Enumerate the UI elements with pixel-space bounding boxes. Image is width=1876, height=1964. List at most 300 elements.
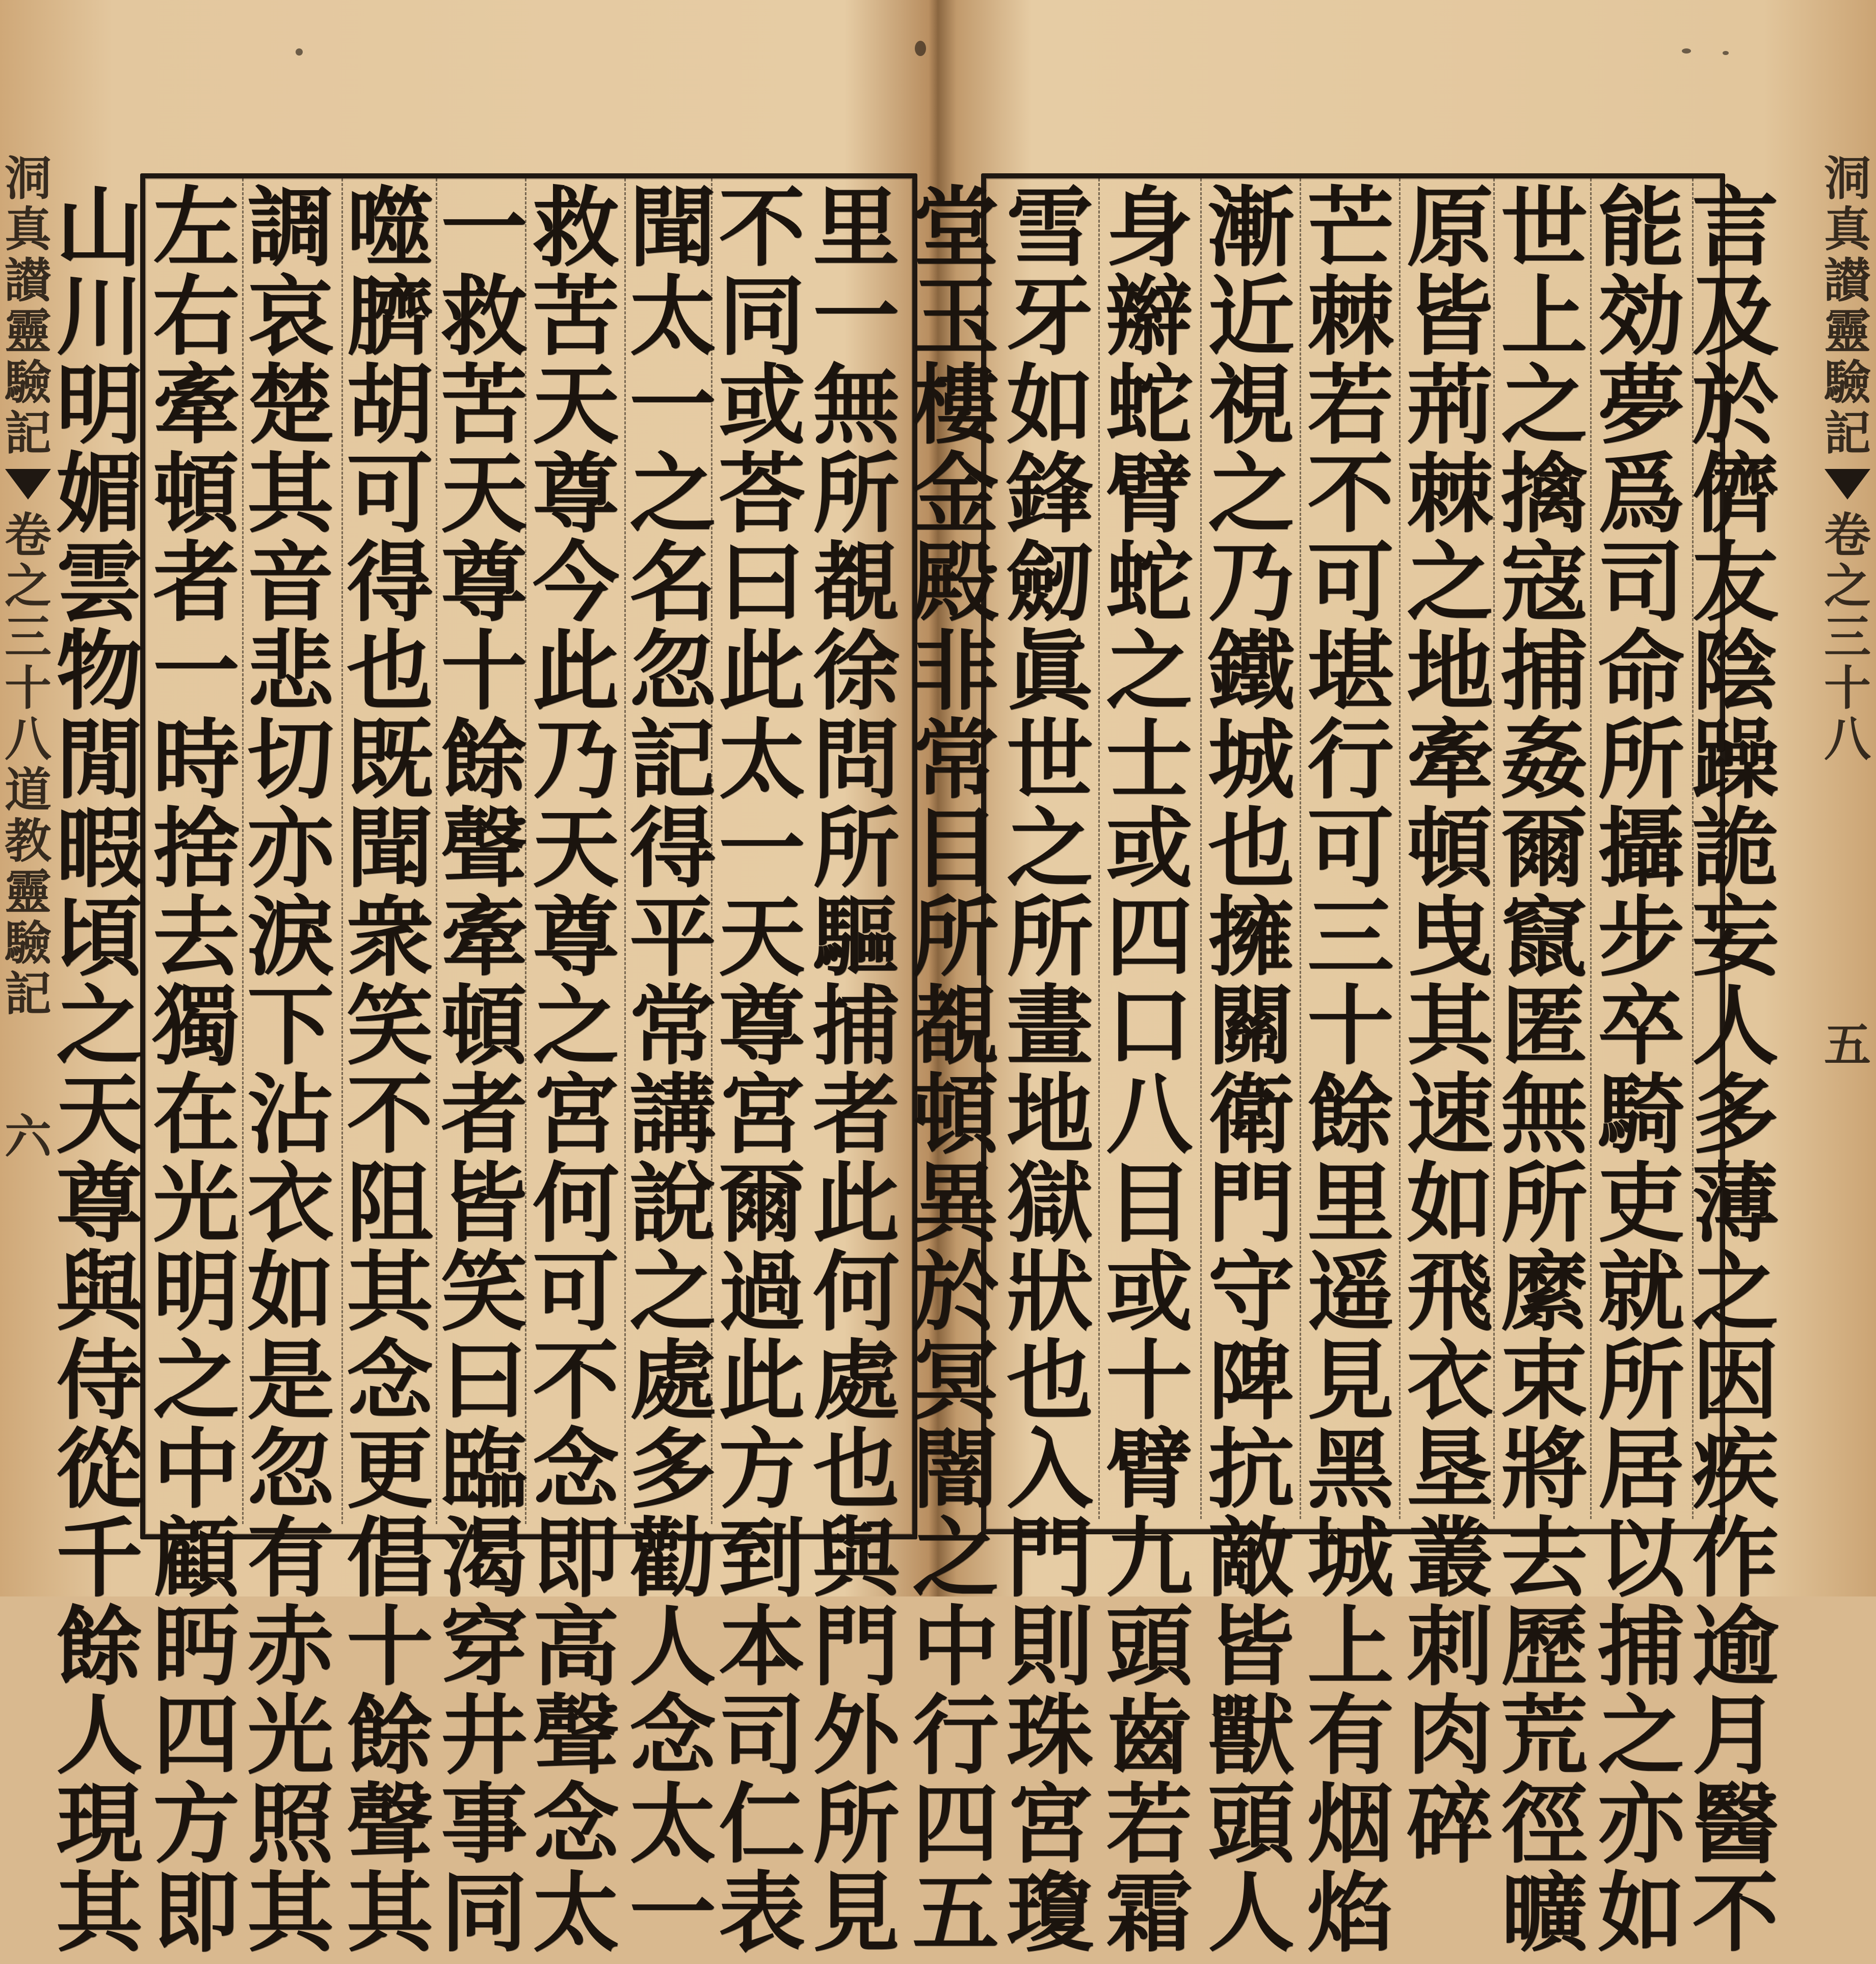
glyph: 尊 xyxy=(56,1153,143,1254)
margin-glyph: 靈 xyxy=(4,304,51,359)
glyph: 外 xyxy=(812,1685,900,1787)
glyph: 霜 xyxy=(1105,1862,1193,1964)
glyph: 以 xyxy=(1597,1507,1684,1609)
glyph: 入 xyxy=(1006,1419,1093,1521)
glyph: 曰 xyxy=(718,532,805,634)
margin-glyph: 洞 xyxy=(1824,151,1871,206)
glyph: 門 xyxy=(1006,1507,1093,1609)
glyph: 侍 xyxy=(56,1330,143,1432)
glyph: 餘 xyxy=(440,709,527,811)
glyph: 或 xyxy=(1105,798,1193,900)
glyph: 是 xyxy=(247,1330,334,1432)
glyph: 聲 xyxy=(346,1773,433,1875)
glyph: 臍 xyxy=(346,266,433,368)
glyph: 宮 xyxy=(532,1064,619,1166)
glyph: 攝 xyxy=(1597,798,1684,900)
glyph: 現 xyxy=(56,1773,143,1875)
glyph: 或 xyxy=(718,354,805,456)
glyph: 餘 xyxy=(1307,1064,1394,1166)
glyph: 之 xyxy=(1500,354,1588,456)
glyph: 地 xyxy=(1406,620,1493,722)
glyph: 之 xyxy=(1105,620,1193,722)
glyph: 及 xyxy=(1692,266,1779,368)
glyph: 門 xyxy=(812,1596,900,1698)
glyph: 人 xyxy=(629,1596,716,1698)
glyph: 一 xyxy=(812,266,900,368)
glyph: 命 xyxy=(1597,620,1684,722)
glyph: 中 xyxy=(912,1596,999,1698)
left-column-3 xyxy=(627,177,719,1964)
glyph: 一 xyxy=(152,620,240,722)
left-margin-title xyxy=(5,153,51,459)
right-page xyxy=(912,0,1876,1964)
glyph: 所 xyxy=(812,1773,900,1875)
glyph: 守 xyxy=(1207,1241,1294,1343)
glyph: 太 xyxy=(718,709,805,811)
glyph: 爾 xyxy=(718,1153,805,1254)
glyph: 千 xyxy=(56,1507,143,1609)
glyph: 常 xyxy=(629,975,716,1077)
glyph: 更 xyxy=(346,1419,433,1521)
glyph: 言 xyxy=(1692,177,1779,279)
glyph: 陴 xyxy=(1207,1330,1294,1432)
glyph: 焰 xyxy=(1307,1862,1394,1964)
glyph: 眞 xyxy=(1006,620,1093,722)
glyph: 身 xyxy=(1105,177,1193,279)
glyph: 堪 xyxy=(1307,620,1394,722)
glyph: 不 xyxy=(346,1064,433,1166)
glyph: 右 xyxy=(152,266,240,368)
margin-glyph: 記 xyxy=(4,966,51,1022)
glyph: 荒 xyxy=(1500,1685,1588,1787)
glyph: 曰 xyxy=(440,1330,527,1432)
glyph: 方 xyxy=(718,1419,805,1521)
glyph: 衣 xyxy=(1406,1330,1493,1432)
glyph: 狀 xyxy=(1006,1241,1093,1343)
glyph: 薄 xyxy=(1692,1153,1779,1254)
glyph: 鐵 xyxy=(1207,620,1294,722)
glyph: 之 xyxy=(1006,798,1093,900)
glyph: 人 xyxy=(1207,1862,1294,1964)
glyph: 効 xyxy=(1597,266,1684,368)
left-fishtail-mark xyxy=(5,469,51,500)
glyph: 四 xyxy=(1105,886,1193,988)
left-margin-page-number xyxy=(5,1111,51,1162)
glyph: 司 xyxy=(1597,532,1684,634)
glyph: 四 xyxy=(912,1773,999,1875)
glyph: 苦 xyxy=(440,354,527,456)
glyph: 飛 xyxy=(1406,1241,1493,1343)
glyph: 若 xyxy=(1307,354,1394,456)
glyph: 頃 xyxy=(56,886,143,988)
glyph: 烟 xyxy=(1307,1773,1394,1875)
glyph: 金 xyxy=(912,443,999,545)
glyph: 荊 xyxy=(1406,354,1493,456)
glyph: 如 xyxy=(1597,1862,1684,1964)
glyph: 與 xyxy=(812,1507,900,1609)
glyph: 一 xyxy=(718,798,805,900)
glyph: 光 xyxy=(152,1153,240,1254)
glyph: 見 xyxy=(812,1862,900,1964)
right-column-9 xyxy=(907,177,1004,1964)
glyph: 闇 xyxy=(912,1419,999,1521)
glyph: 捕 xyxy=(1500,620,1588,722)
glyph: 衛 xyxy=(1207,1064,1294,1166)
glyph: 乃 xyxy=(1207,532,1294,634)
glyph: 竄 xyxy=(1500,886,1588,988)
glyph: 堂 xyxy=(912,177,999,279)
glyph: 一 xyxy=(440,177,527,279)
glyph: 冥 xyxy=(912,1330,999,1432)
margin-glyph: 靈 xyxy=(4,865,51,920)
glyph: 念 xyxy=(629,1685,716,1787)
glyph: 名 xyxy=(629,532,716,634)
glyph: 所 xyxy=(1006,886,1093,988)
glyph: 平 xyxy=(629,886,716,988)
glyph: 妄 xyxy=(1692,886,1779,988)
glyph: 畫 xyxy=(1006,975,1093,1077)
glyph: 忽 xyxy=(629,620,716,722)
margin-glyph: 之 xyxy=(4,559,51,614)
glyph: 者 xyxy=(152,532,240,634)
glyph: 忽 xyxy=(247,1419,334,1521)
glyph: 可 xyxy=(346,443,433,545)
glyph: 笑 xyxy=(346,975,433,1077)
glyph: 宮 xyxy=(1006,1773,1093,1875)
glyph: 不 xyxy=(718,177,805,279)
glyph: 如 xyxy=(1406,1153,1493,1254)
glyph: 天 xyxy=(440,443,527,545)
left-margin-strip xyxy=(3,153,54,1529)
glyph: 記 xyxy=(629,709,716,811)
glyph: 在 xyxy=(152,1064,240,1166)
right-column-3 xyxy=(1496,177,1593,1964)
glyph: 其 xyxy=(247,443,334,545)
glyph: 所 xyxy=(912,886,999,988)
glyph: 爲 xyxy=(1597,443,1684,545)
glyph: 或 xyxy=(1105,1241,1193,1343)
glyph: 噬 xyxy=(346,177,433,279)
glyph: 城 xyxy=(1207,709,1294,811)
glyph: 獄 xyxy=(1006,1153,1093,1254)
glyph: 顧 xyxy=(152,1507,240,1609)
glyph: 此 xyxy=(718,1330,805,1432)
glyph: 天 xyxy=(718,886,805,988)
glyph: 音 xyxy=(247,532,334,634)
glyph: 山 xyxy=(56,177,143,279)
glyph: 抗 xyxy=(1207,1419,1294,1521)
glyph: 十 xyxy=(1307,975,1394,1077)
glyph: 原 xyxy=(1406,177,1493,279)
glyph: 念 xyxy=(532,1773,619,1875)
glyph: 何 xyxy=(812,1241,900,1343)
glyph: 也 xyxy=(1006,1330,1093,1432)
glyph: 碎 xyxy=(1406,1773,1493,1875)
glyph: 棘 xyxy=(1307,266,1394,368)
margin-glyph: 之 xyxy=(1824,559,1871,614)
glyph: 高 xyxy=(532,1596,619,1698)
glyph: 頓 xyxy=(440,975,527,1077)
glyph: 之 xyxy=(1207,443,1294,545)
glyph: 所 xyxy=(1500,1153,1588,1254)
margin-glyph: 三 xyxy=(1824,610,1871,665)
glyph: 與 xyxy=(56,1241,143,1343)
right-column-4 xyxy=(1402,177,1498,1875)
glyph: 儕 xyxy=(1692,443,1779,545)
glyph: 擒 xyxy=(1500,443,1588,545)
glyph: 井 xyxy=(440,1685,527,1787)
glyph: 處 xyxy=(812,1330,900,1432)
glyph: 皆 xyxy=(1207,1596,1294,1698)
glyph: 衣 xyxy=(247,1153,334,1254)
glyph: 衆 xyxy=(346,886,433,988)
glyph: 哀 xyxy=(247,266,334,368)
glyph: 之 xyxy=(152,1330,240,1432)
glyph: 之 xyxy=(56,975,143,1077)
glyph: 光 xyxy=(247,1685,334,1787)
glyph: 八 xyxy=(1105,1064,1193,1166)
glyph: 川 xyxy=(56,266,143,368)
glyph: 里 xyxy=(812,177,900,279)
glyph: 刺 xyxy=(1406,1596,1493,1698)
glyph: 躁 xyxy=(1692,709,1779,811)
glyph: 劒 xyxy=(1006,532,1093,634)
glyph: 士 xyxy=(1105,709,1193,811)
glyph: 尊 xyxy=(532,886,619,988)
glyph: 尊 xyxy=(718,975,805,1077)
glyph: 非 xyxy=(912,620,999,722)
glyph: 覩 xyxy=(812,532,900,634)
glyph: 芒 xyxy=(1307,177,1394,279)
glyph: 地 xyxy=(1006,1064,1093,1166)
glyph: 徑 xyxy=(1500,1773,1588,1875)
left-column-2 xyxy=(716,177,808,1964)
glyph: 視 xyxy=(1207,354,1294,456)
right-margin-strip xyxy=(1822,153,1873,1529)
glyph: 之 xyxy=(1692,1241,1779,1343)
glyph: 黑 xyxy=(1307,1419,1394,1521)
glyph: 月 xyxy=(1692,1685,1779,1787)
glyph: 淚 xyxy=(247,886,334,988)
glyph: 同 xyxy=(718,266,805,368)
glyph: 漸 xyxy=(1207,177,1294,279)
glyph: 苦 xyxy=(532,266,619,368)
glyph: 笑 xyxy=(440,1241,527,1343)
glyph: 表 xyxy=(718,1862,805,1964)
left-column-7 xyxy=(245,177,336,1964)
glyph: 牽 xyxy=(152,354,240,456)
glyph: 明 xyxy=(152,1241,240,1343)
glyph: 城 xyxy=(1307,1507,1394,1609)
glyph: 天 xyxy=(532,354,619,456)
glyph: 無 xyxy=(1500,1064,1588,1166)
glyph: 可 xyxy=(1307,798,1394,900)
glyph: 明 xyxy=(56,354,143,456)
margin-glyph: 十 xyxy=(4,661,51,716)
margin-glyph: 真 xyxy=(1824,202,1871,257)
glyph: 匿 xyxy=(1500,975,1588,1077)
glyph: 媚 xyxy=(56,443,143,545)
glyph: 居 xyxy=(1597,1419,1684,1521)
glyph: 世 xyxy=(1500,177,1588,279)
glyph: 此 xyxy=(532,620,619,722)
glyph: 得 xyxy=(346,532,433,634)
glyph: 之 xyxy=(532,975,619,1077)
glyph: 陰 xyxy=(1692,620,1779,722)
glyph: 口 xyxy=(1105,975,1193,1077)
glyph: 也 xyxy=(812,1419,900,1521)
glyph: 作 xyxy=(1692,1507,1779,1609)
glyph: 將 xyxy=(1500,1419,1588,1521)
right-column-7 xyxy=(1101,177,1198,1964)
glyph: 閒 xyxy=(56,709,143,811)
glyph: 歷 xyxy=(1500,1596,1588,1698)
glyph: 渴 xyxy=(440,1507,527,1609)
glyph: 倡 xyxy=(346,1507,433,1609)
glyph: 救 xyxy=(532,177,619,279)
glyph: 雪 xyxy=(1006,177,1093,279)
glyph: 有 xyxy=(1307,1685,1394,1787)
glyph: 人 xyxy=(1692,975,1779,1077)
glyph: 司 xyxy=(718,1685,805,1787)
glyph: 講 xyxy=(629,1064,716,1166)
glyph: 之 xyxy=(629,443,716,545)
glyph: 縻 xyxy=(1500,1241,1588,1343)
glyph: 其 xyxy=(1406,975,1493,1077)
glyph: 乃 xyxy=(532,709,619,811)
glyph: 五 xyxy=(912,1862,999,1964)
glyph: 調 xyxy=(247,177,334,279)
glyph: 左 xyxy=(152,177,240,279)
glyph: 臂 xyxy=(1105,1419,1193,1521)
glyph: 救 xyxy=(440,266,527,368)
glyph: 赤 xyxy=(247,1596,334,1698)
glyph: 行 xyxy=(912,1685,999,1787)
glyph: 天 xyxy=(56,1064,143,1166)
glyph: 覩 xyxy=(912,975,999,1077)
glyph: 念 xyxy=(346,1330,433,1432)
glyph: 不 xyxy=(532,1330,619,1432)
glyph: 者 xyxy=(440,1064,527,1166)
glyph: 去 xyxy=(152,886,240,988)
glyph: 多 xyxy=(1692,1064,1779,1166)
glyph: 聞 xyxy=(629,177,716,279)
glyph: 悲 xyxy=(247,620,334,722)
glyph: 尊 xyxy=(440,532,527,634)
glyph: 無 xyxy=(812,354,900,456)
margin-glyph: 讃 xyxy=(1824,253,1871,308)
glyph: 一 xyxy=(629,354,716,456)
glyph: 頓 xyxy=(912,1064,999,1166)
glyph: 聞 xyxy=(346,798,433,900)
glyph: 牽 xyxy=(1406,709,1493,811)
glyph: 卒 xyxy=(1597,975,1684,1077)
margin-glyph: 六 xyxy=(4,1109,51,1164)
glyph: 擁 xyxy=(1207,886,1294,988)
glyph: 因 xyxy=(1692,1330,1779,1432)
glyph: 頭 xyxy=(1105,1596,1193,1698)
glyph: 行 xyxy=(1307,709,1394,811)
glyph: 寇 xyxy=(1500,532,1588,634)
glyph: 珠 xyxy=(1006,1685,1093,1787)
glyph: 上 xyxy=(1307,1596,1394,1698)
glyph: 亦 xyxy=(247,798,334,900)
glyph: 時 xyxy=(152,709,240,811)
glyph: 不 xyxy=(1307,443,1394,545)
glyph: 其 xyxy=(247,1862,334,1964)
margin-glyph: 靈 xyxy=(1824,304,1871,359)
glyph: 之 xyxy=(912,1507,999,1609)
margin-glyph: 驗 xyxy=(4,915,51,971)
glyph: 騎 xyxy=(1597,1064,1684,1166)
glyph: 也 xyxy=(1207,798,1294,900)
right-column-6 xyxy=(1203,177,1300,1964)
glyph: 此 xyxy=(812,1153,900,1254)
glyph: 步 xyxy=(1597,886,1684,988)
glyph: 世 xyxy=(1006,709,1093,811)
glyph: 人 xyxy=(56,1685,143,1787)
glyph: 常 xyxy=(912,709,999,811)
glyph: 逾 xyxy=(1692,1596,1779,1698)
glyph: 蛇 xyxy=(1105,354,1193,456)
glyph: 見 xyxy=(1307,1330,1394,1432)
glyph: 蛇 xyxy=(1105,532,1193,634)
glyph: 太 xyxy=(629,266,716,368)
glyph: 之 xyxy=(1406,532,1493,634)
glyph: 捨 xyxy=(152,798,240,900)
glyph: 聲 xyxy=(532,1685,619,1787)
glyph: 驅 xyxy=(812,886,900,988)
glyph: 聲 xyxy=(440,798,527,900)
glyph: 此 xyxy=(718,620,805,722)
glyph: 得 xyxy=(629,798,716,900)
margin-glyph: 八 xyxy=(4,712,51,767)
glyph: 問 xyxy=(812,709,900,811)
glyph: 本 xyxy=(718,1596,805,1698)
glyph: 異 xyxy=(912,1153,999,1254)
glyph: 照 xyxy=(247,1773,334,1875)
glyph: 關 xyxy=(1207,975,1294,1077)
left-column-4 xyxy=(530,177,622,1964)
glyph: 鋒 xyxy=(1006,443,1093,545)
glyph: 徐 xyxy=(812,620,900,722)
glyph: 三 xyxy=(1307,886,1394,988)
glyph: 目 xyxy=(912,798,999,900)
glyph: 上 xyxy=(1500,266,1588,368)
glyph: 九 xyxy=(1105,1507,1193,1609)
glyph: 獨 xyxy=(152,975,240,1077)
margin-glyph: 教 xyxy=(4,814,51,869)
glyph: 餘 xyxy=(346,1685,433,1787)
glyph: 爾 xyxy=(1500,798,1588,900)
glyph: 沾 xyxy=(247,1064,334,1166)
glyph: 友 xyxy=(1692,532,1779,634)
glyph: 方 xyxy=(152,1773,240,1875)
glyph: 捕 xyxy=(1597,1596,1684,1698)
glyph: 目 xyxy=(1105,1153,1193,1254)
glyph: 之 xyxy=(1597,1685,1684,1787)
glyph: 念 xyxy=(532,1419,619,1521)
glyph: 亦 xyxy=(1597,1773,1684,1875)
glyph: 所 xyxy=(1597,709,1684,811)
glyph: 近 xyxy=(1207,266,1294,368)
glyph: 捕 xyxy=(812,975,900,1077)
glyph: 敵 xyxy=(1207,1507,1294,1609)
glyph: 可 xyxy=(1307,532,1394,634)
left-column-5 xyxy=(438,177,530,1964)
glyph: 物 xyxy=(56,620,143,722)
glyph: 天 xyxy=(532,798,619,900)
